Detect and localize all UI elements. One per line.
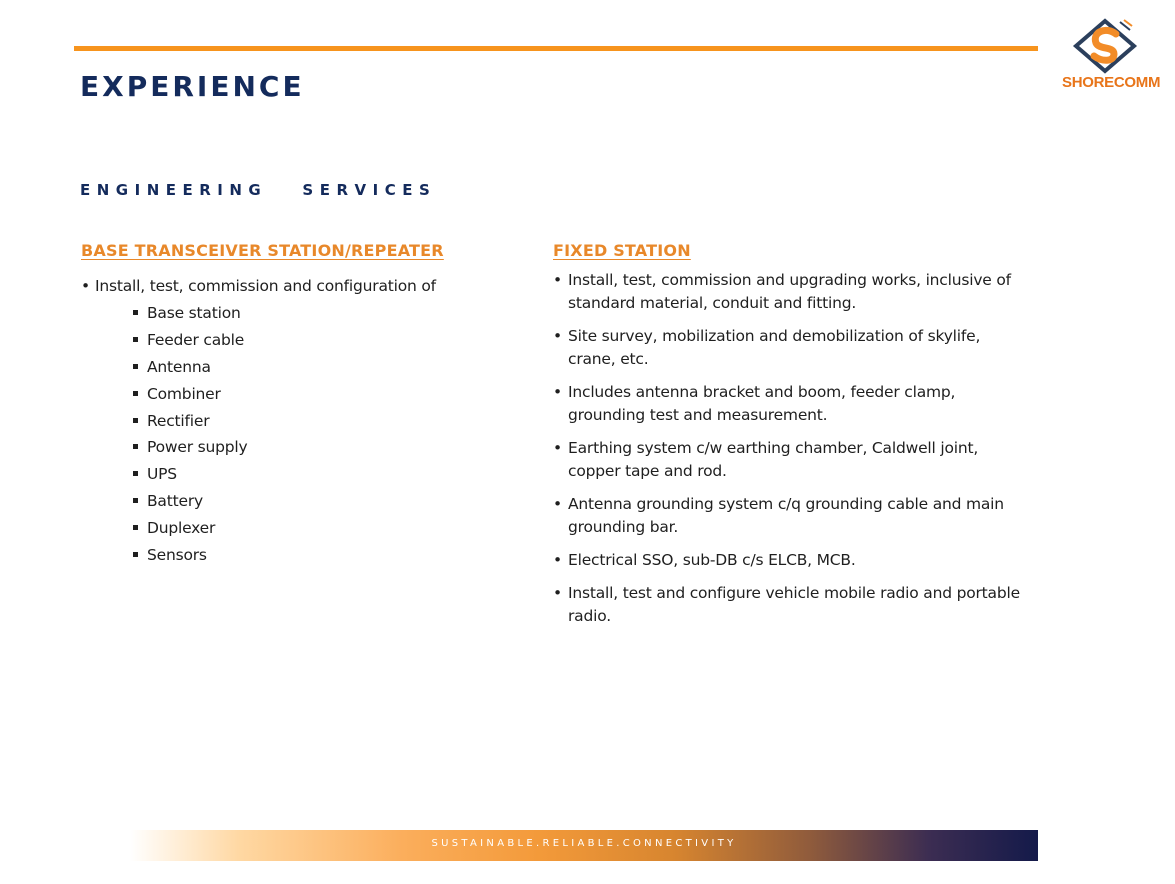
square-bullet-icon: [133, 391, 138, 396]
list-item: [553, 437, 1023, 483]
square-bullet-icon: [133, 552, 138, 557]
square-bullet-icon: [133, 498, 138, 503]
list-item: [553, 325, 1023, 371]
list-item: [133, 464, 247, 491]
bullet-icon: •: [81, 277, 90, 295]
list-item-text: Electrical SSO, sub-DB c/s ELCB, MCB.: [568, 551, 856, 569]
list-item-text: Site survey, mobilization and demobilization of skylife, crane, etc.: [568, 327, 981, 368]
list-item: [133, 545, 247, 572]
list-item-text: Includes antenna bracket and boom, feeder clamp, grounding test and measurement.: [568, 383, 956, 424]
list-item-text: Earthing system c/w earthing chamber, Caldwell joint, copper tape and rod.: [568, 439, 979, 480]
footer-banner: [130, 830, 1038, 861]
logo-wordmark: SHORECOMM: [1062, 74, 1161, 91]
square-bullet-icon: [133, 337, 138, 342]
list-item: [133, 518, 247, 545]
bullet-icon: •: [553, 584, 562, 602]
list-item-text: UPS: [147, 465, 177, 484]
list-item: [553, 493, 1023, 539]
bts-item-list: [133, 303, 247, 572]
list-item: [553, 381, 1023, 427]
list-item: [133, 437, 247, 464]
bts-intro-text: Install, test, commission and configuration of: [95, 277, 436, 295]
page-title: EXPERIENCE: [80, 70, 305, 103]
company-logo: [1062, 16, 1172, 96]
list-item-text: Install, test and configure vehicle mobile radio and portable radio.: [568, 584, 1020, 625]
list-item: [553, 549, 1023, 572]
square-bullet-icon: [133, 471, 138, 476]
fixed-station-heading: FIXED STATION: [553, 241, 691, 260]
bts-intro: [81, 277, 436, 295]
bullet-icon: •: [553, 383, 562, 401]
fixed-station-list: [553, 269, 1023, 638]
list-item-text: Feeder cable: [147, 330, 245, 349]
list-item-text: Battery: [147, 492, 203, 511]
bullet-icon: •: [553, 439, 562, 457]
list-item-text: Power supply: [147, 438, 248, 457]
list-item: [133, 303, 247, 330]
list-item: [133, 357, 247, 384]
list-item: [553, 269, 1023, 315]
list-item-text: Install, test, commission and upgrading works, inclusive of standard material, conduit and fitting.: [568, 271, 1011, 312]
top-accent-rule: [74, 46, 1038, 51]
bullet-icon: •: [553, 327, 562, 345]
shorecomm-logo-icon: [1072, 16, 1142, 76]
bullet-icon: •: [553, 495, 562, 513]
square-bullet-icon: [133, 364, 138, 369]
list-item-text: Rectifier: [147, 411, 210, 430]
footer-tagline: SUSTAINABLE.RELIABLE.CONNECTIVITY: [431, 838, 737, 849]
square-bullet-icon: [133, 525, 138, 530]
list-item: [133, 491, 247, 518]
square-bullet-icon: [133, 418, 138, 423]
list-item-text: Sensors: [147, 546, 207, 565]
list-item-text: Base station: [147, 304, 241, 322]
list-item: [553, 582, 1023, 628]
list-item: [133, 384, 247, 411]
list-item: [133, 411, 247, 438]
section-subtitle: ENGINEERING SERVICES: [80, 181, 437, 199]
bullet-icon: •: [553, 551, 562, 569]
bullet-icon: •: [553, 271, 562, 289]
list-item-text: Antenna grounding system c/q grounding cable and main grounding bar.: [568, 495, 1004, 536]
square-bullet-icon: [133, 444, 138, 449]
list-item-text: Duplexer: [147, 519, 216, 538]
bts-heading: BASE TRANSCEIVER STATION/REPEATER: [81, 241, 444, 260]
list-item: [133, 330, 247, 357]
square-bullet-icon: [133, 310, 138, 315]
list-item-text: Antenna: [147, 357, 211, 376]
list-item-text: Combiner: [147, 384, 221, 403]
